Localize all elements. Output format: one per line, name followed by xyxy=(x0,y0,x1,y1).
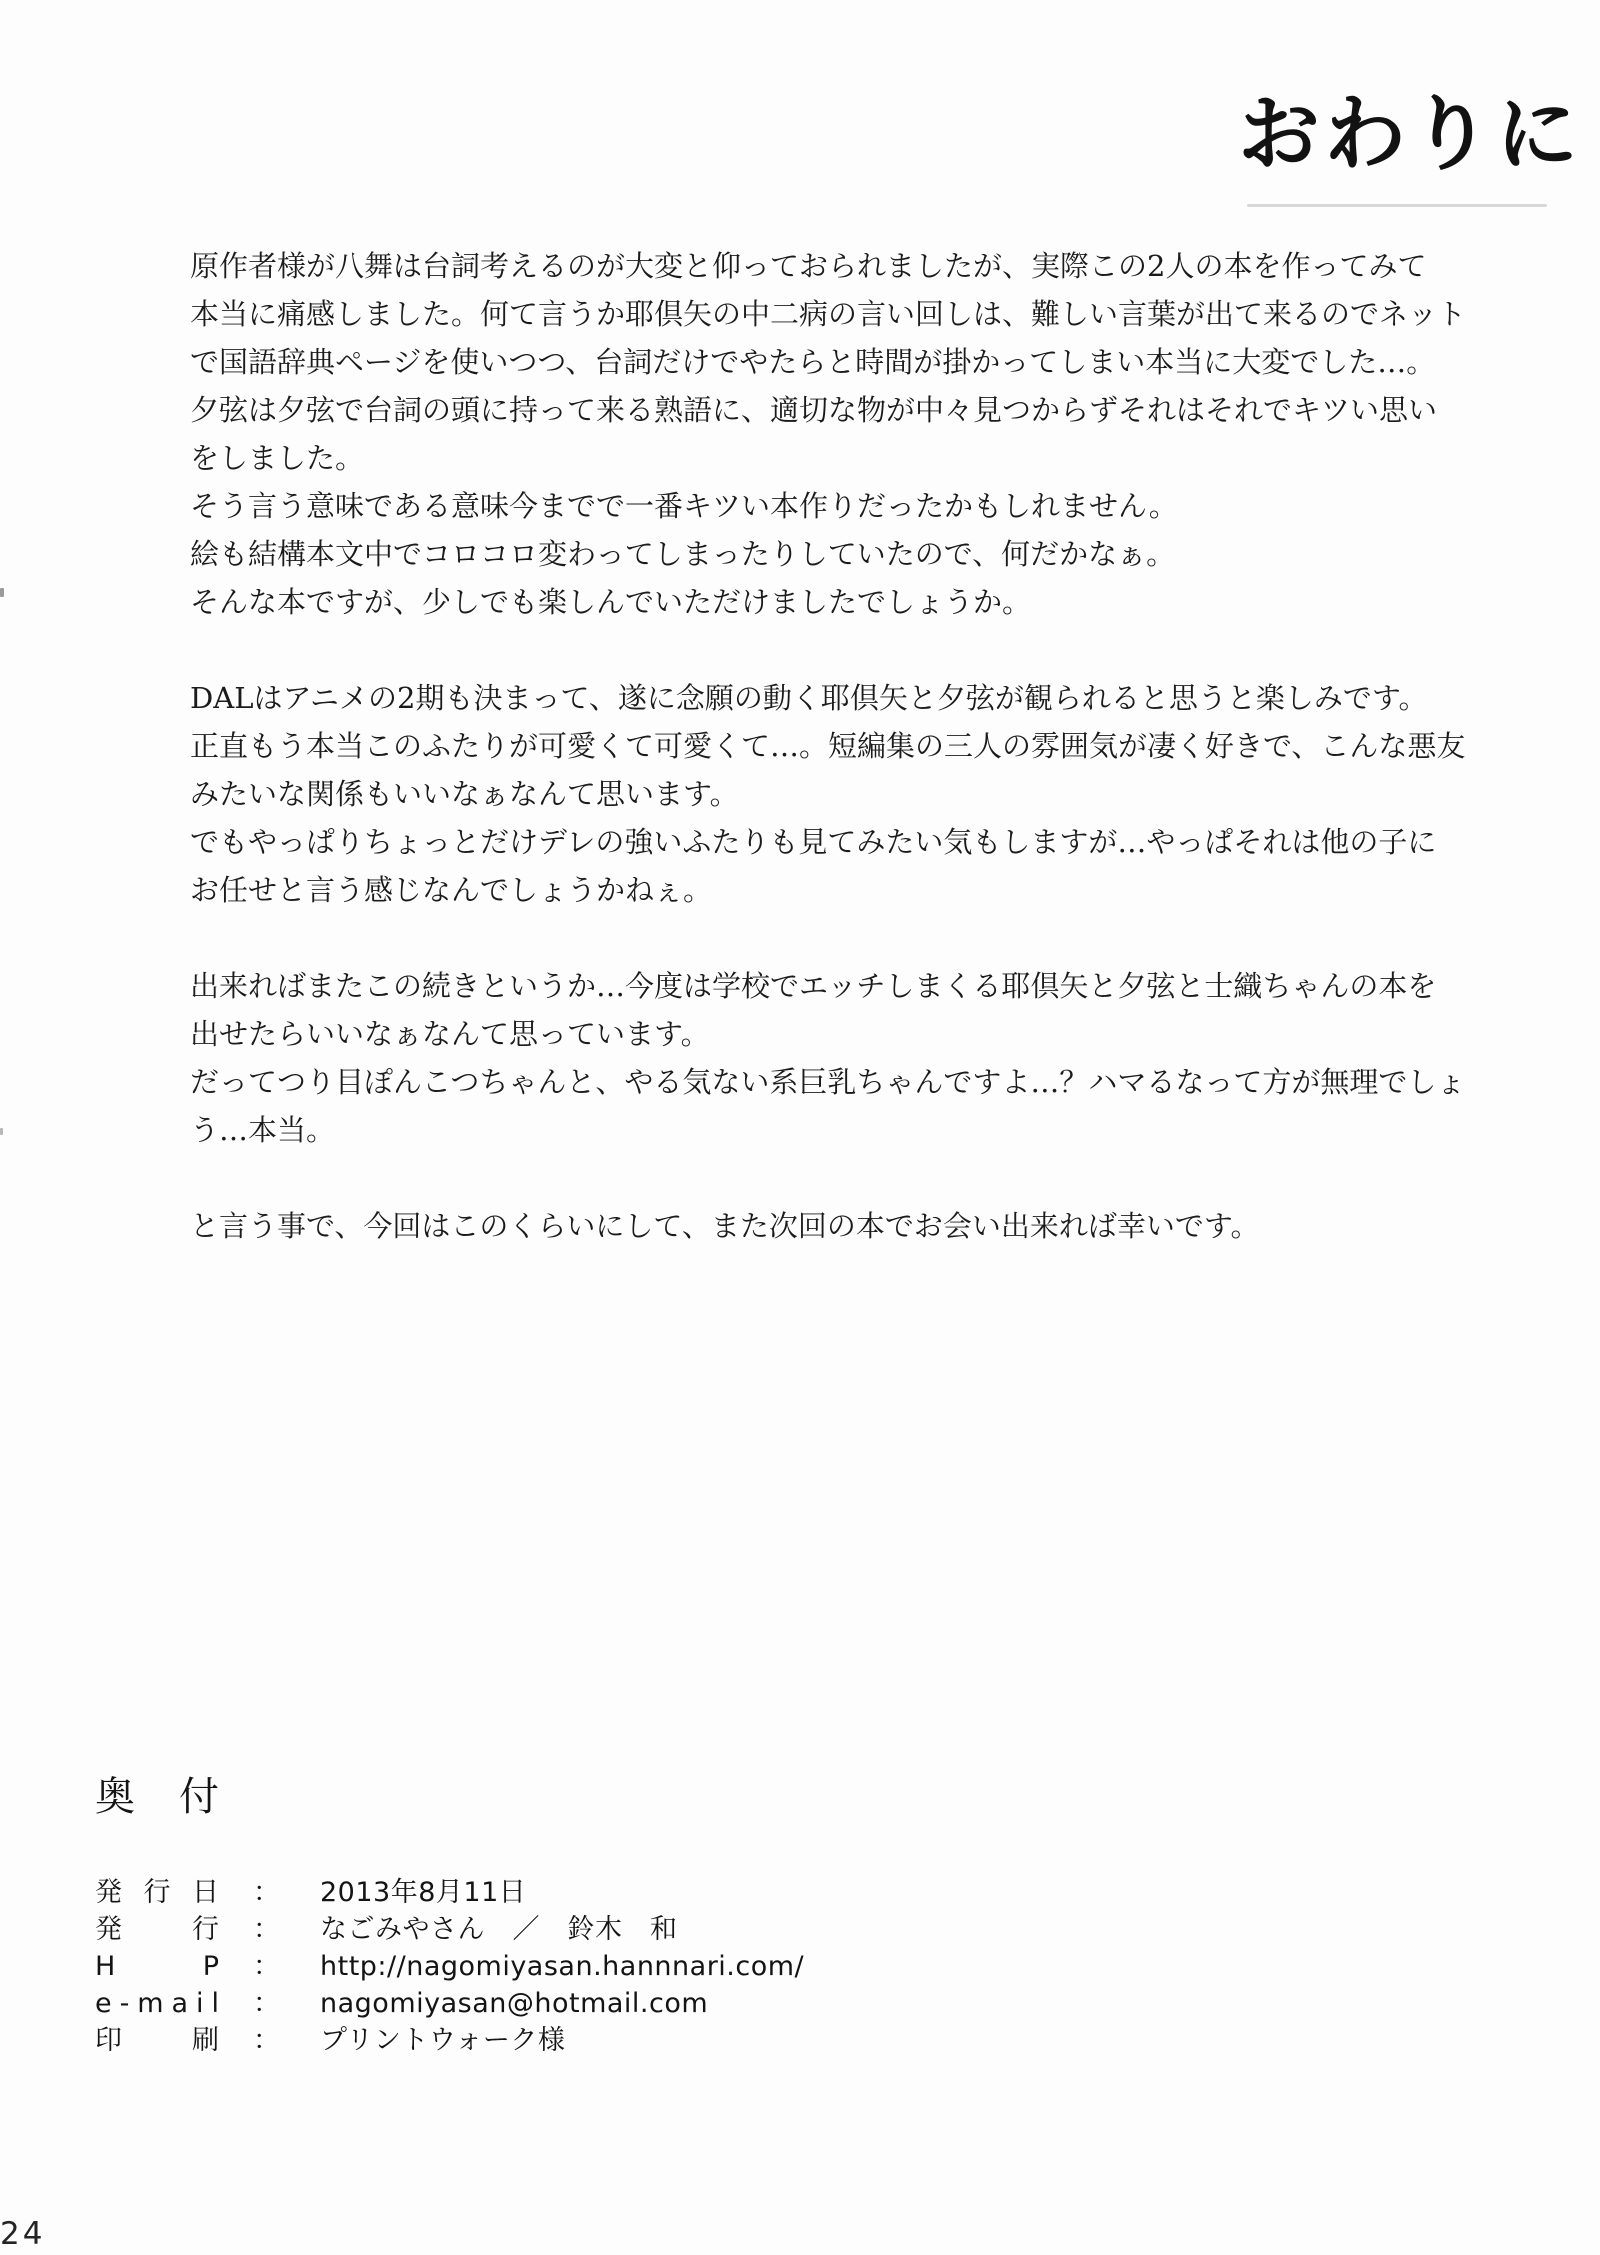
colophon-label: 発 行 日 xyxy=(95,1877,219,1908)
afterword-paragraph xyxy=(190,674,1466,914)
colophon-heading: 奥 付 xyxy=(95,1774,221,1820)
afterword-line: そう言う意味である意味今までで一番キツい本作りだったかもしれません。 xyxy=(190,489,1178,523)
scan-artifact xyxy=(0,1128,3,1135)
colophon-value-publish-date: 2013年8月11日 xyxy=(320,1877,527,1908)
afterword-line: だってつり目ぽんこつちゃんと、やる気ない系巨乳ちゃんですよ…？ハマるなって方が無理でしょ xyxy=(190,1065,1466,1099)
title-underline xyxy=(1247,204,1547,207)
colophon-row-printer xyxy=(95,2022,804,2059)
colophon-row-publish-date xyxy=(95,1874,804,1911)
afterword-line: う…本当。 xyxy=(190,1113,336,1147)
afterword-line: お任せと言う感じなんでしょうかねぇ。 xyxy=(190,873,713,907)
colophon-separator: ： xyxy=(253,1914,280,1945)
afterword-line: 夕弦は夕弦で台詞の頭に持って来る熟語に、適切な物が中々見つからずそれはそれでキツい思い xyxy=(190,393,1438,427)
afterword-line: 原作者様が八舞は台詞考えるのが大変と仰っておられましたが、実際この2人の本を作ってみて xyxy=(190,249,1427,283)
colophon-value-homepage-url: http://nagomiyasan.hannnari.com/ xyxy=(320,1951,805,1982)
afterword-body xyxy=(190,242,1467,1250)
colophon-label: e - m a i l xyxy=(95,1988,219,2019)
afterword-line: 正直もう本当このふたりが可愛くて可愛くて…。短編集の三人の雰囲気が凄く好きで、こんな悪友 xyxy=(190,729,1466,763)
afterword-paragraph xyxy=(190,242,1467,626)
colophon-value-publisher: なごみやさん ／ 鈴木 和 xyxy=(320,1914,678,1945)
afterword-line: で国語辞典ページを使いつつ、台詞だけでやたらと時間が掛かってしまい本当に大変でした…。 xyxy=(190,345,1436,379)
colophon-label: 印 刷 xyxy=(95,2025,219,2056)
colophon-separator: ： xyxy=(253,1951,280,1982)
afterword-line: みたいな関係もいいなぁなんて思います。 xyxy=(190,777,739,811)
afterword-line: でもやっぱりちょっとだけデレの強いふたりも見てみたい気もしますが…やっぱそれは他の子に xyxy=(190,825,1437,859)
colophon-separator: ： xyxy=(253,2025,280,2056)
scan-artifact xyxy=(0,588,4,597)
page-title: おわりに xyxy=(1238,87,1583,182)
colophon-separator: ： xyxy=(253,1988,280,2019)
afterword-line: 出せたらいいなぁなんて思っています。 xyxy=(190,1017,710,1051)
colophon xyxy=(95,1765,804,2059)
colophon-label: 発 行 xyxy=(95,1914,219,1945)
afterword-line: そんな本ですが、少しでも楽しんでいただけましたでしょうか。 xyxy=(190,585,1032,619)
colophon-value-email: nagomiyasan@hotmail.com xyxy=(320,1988,709,2019)
afterword-line: DALはアニメの2期も決まって、遂に念願の動く耶倶矢と夕弦が観られると思うと楽しみです。 xyxy=(190,681,1428,715)
colophon-row-email xyxy=(95,1985,804,2022)
afterword-paragraph xyxy=(190,962,1466,1154)
colophon-label: H P xyxy=(95,1951,219,1982)
afterword-line: をしました。 xyxy=(190,441,365,475)
afterword-line: 本当に痛感しました。何て言うか耶倶矢の中二病の言い回しは、難しい言葉が出て来るのでネット xyxy=(190,297,1467,331)
afterword-closing-line: と言う事で、今回はこのくらいにして、また次回の本でお会い出来れば幸いです。 xyxy=(190,1209,1260,1243)
colophon-separator: ： xyxy=(253,1877,280,1908)
colophon-row-publisher xyxy=(95,1911,804,1948)
afterword-line: 絵も結構本文中でコロコロ変わってしまったりしていたので、何だかなぁ。 xyxy=(190,537,1176,571)
afterword-paragraph xyxy=(190,1202,1450,1250)
afterword-line: 出来ればまたこの続きというか…今度は学校でエッチしまくる耶倶矢と夕弦と士織ちゃんの本を xyxy=(190,969,1437,1003)
page-number: 24 xyxy=(0,2216,46,2252)
colophon-row-homepage xyxy=(95,1948,804,1985)
colophon-value-printer: プリントウォーク様 xyxy=(320,2025,566,2056)
